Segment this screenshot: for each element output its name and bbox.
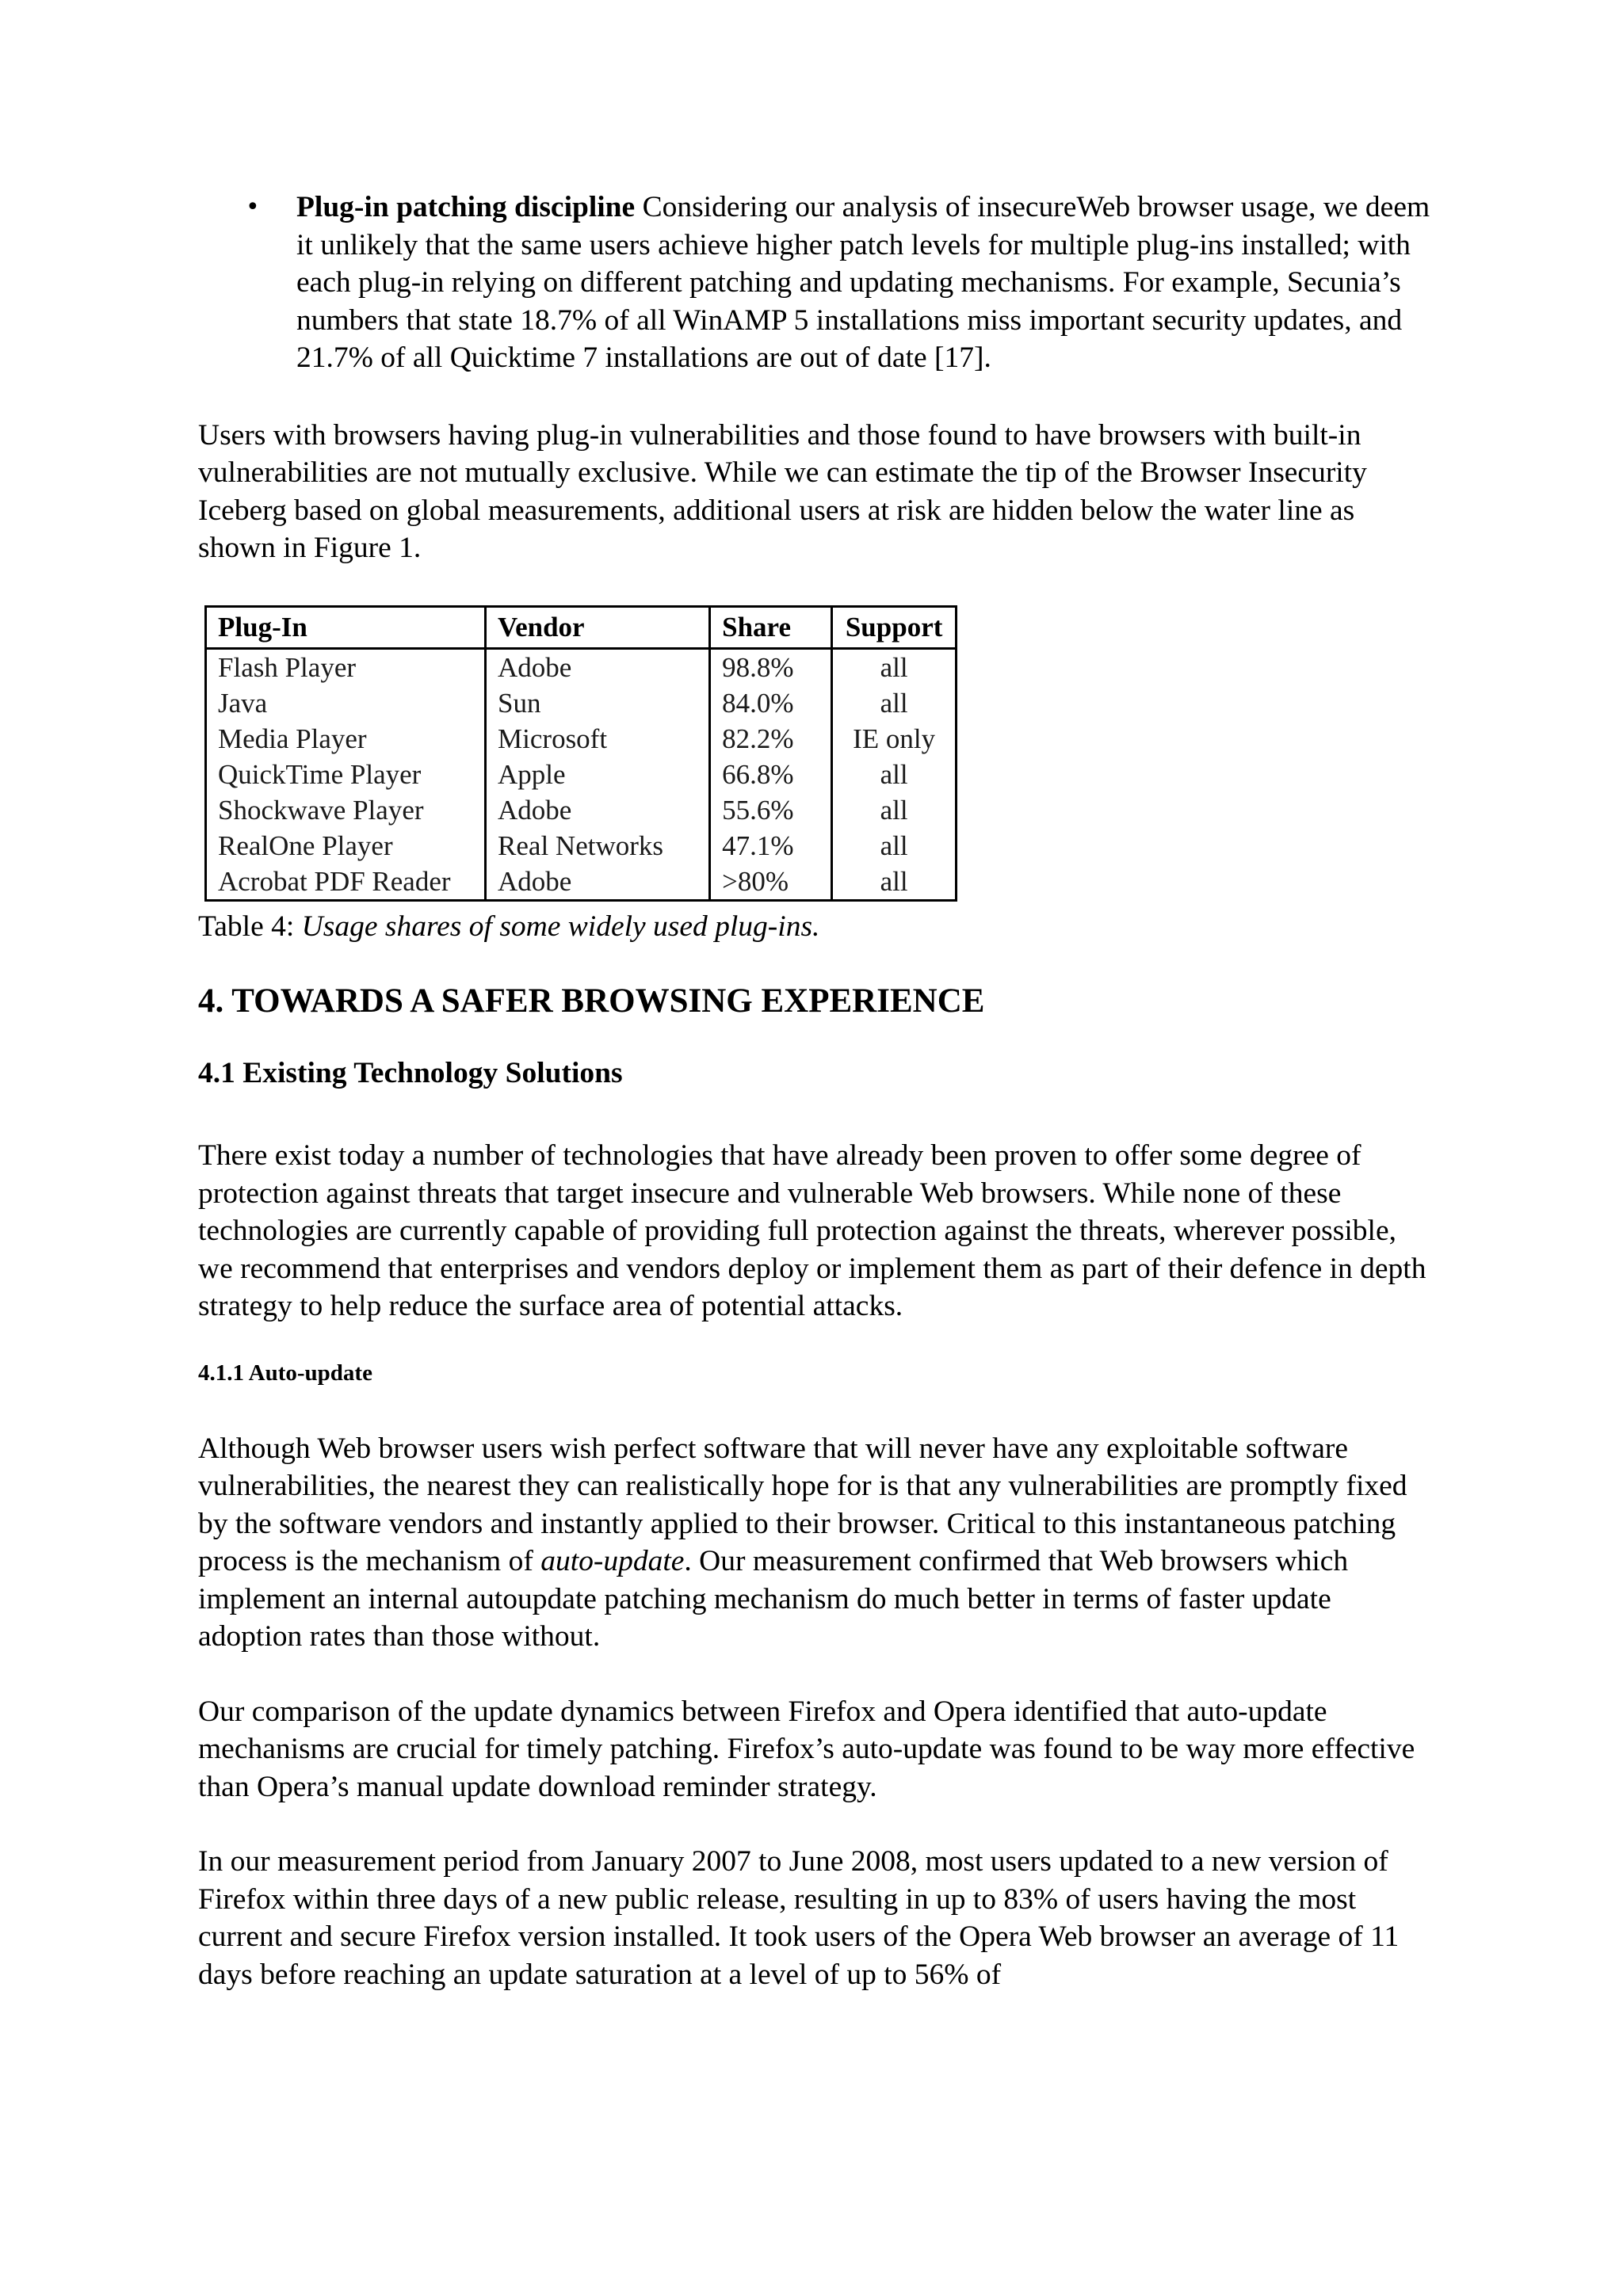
table-caption-text: Usage shares of some widely used plug-ins. (301, 910, 820, 943)
subsubsection-heading-4-1-1: 4.1.1 Auto-update (198, 1360, 372, 1386)
cell-support: all (880, 687, 908, 719)
cell-share: 84.0% (710, 685, 832, 721)
bullet-item-plugin-patching (198, 189, 1434, 377)
bullet-dot-icon: • (246, 193, 260, 221)
cell-plugin: RealOne Player (206, 828, 486, 864)
cell-support: all (880, 651, 908, 683)
cell-plugin: Java (206, 685, 486, 721)
bullet-text: Considering our analysis of insecureWeb browser usage, we deem it unlikely that the same users achieve higher patch levels for multiple plug-ins installed; with each plug-in relying on different patching and updating mechanisms. For example, Secunia’s numbers that state 18.7% of all WinAMP 5 installations miss important security updates, and 21.7% of all Quicktime 7 installations are out of date [17]. (296, 191, 1430, 374)
paragraph-measurement-period: In our measurement period from January 2007 to June 2008, most users updated to a new version of Firefox within three days of a new public release, resulting in up to 83% of users having the most current and secure Firefox version installed. It took users of the Opera Web browser an average of 11 days before reaching an update saturation at a level of up to 56% of (198, 1845, 1400, 1991)
auto-update-text-b: . Our measurement confirmed that Web browsers which implement an internal autoupdate patching mechanism do much better in terms of faster update adoption rates than those without. (198, 1545, 1349, 1653)
bullet-list (198, 189, 1434, 377)
cell-support: all (880, 758, 908, 790)
table-row (206, 648, 957, 685)
table-row (206, 828, 957, 864)
cell-support: IE only (853, 723, 936, 754)
bullet-title: Plug-in patching discipline (296, 191, 636, 223)
table-row (206, 864, 957, 901)
section-heading-4: 4. TOWARDS A SAFER BROWSING EXPERIENCE (198, 982, 985, 1020)
cell-support: all (880, 794, 908, 826)
paragraph-auto-update (198, 1430, 1434, 1656)
header-support: Support (832, 606, 957, 648)
paragraph-iceberg: Users with browsers having plug-in vulnerabilities and those found to have browsers with built-in vulnerabilities are not mutually exclusive. While we can estimate the tip of the Browser Insecurity Iceberg based on global measurements, additional users at risk are hidden below the water line as shown in Figure 1. (198, 418, 1367, 564)
table-row (206, 792, 957, 828)
cell-vendor: Adobe (486, 864, 710, 901)
subsection-heading-4-1: 4.1 Existing Technology Solutions (198, 1057, 623, 1089)
table-row (206, 757, 957, 792)
cell-share: 82.2% (710, 721, 832, 757)
cell-share: >80% (710, 864, 832, 901)
cell-support: all (880, 830, 908, 861)
cell-plugin: Media Player (206, 721, 486, 757)
cell-vendor: Adobe (486, 792, 710, 828)
auto-update-text-a: Although Web browser users wish perfect software that will never have any exploitable software vulnerabilities, the nearest they can realistically hope for is that any vulnerabilities are promptly fixed by the software vendors and instantly applied to their browser. Critical to this instantaneous patching process is the mechanism of (198, 1432, 1407, 1577)
table-row (206, 685, 957, 721)
auto-update-emphasis: auto-update (540, 1545, 685, 1577)
header-vendor: Vendor (486, 606, 710, 648)
plugin-table-wrapper (204, 605, 957, 902)
table-caption (198, 908, 1434, 946)
cell-vendor: Apple (486, 757, 710, 792)
cell-vendor: Real Networks (486, 828, 710, 864)
cell-share: 66.8% (710, 757, 832, 792)
paragraph-firefox-opera-comparison: Our comparison of the update dynamics between Firefox and Opera identified that auto-update mechanisms are crucial for timely patching. Firefox’s auto-update was found to be way more effective than Opera’s manual update download reminder strategy. (198, 1695, 1415, 1803)
table-caption-label: Table 4: (198, 910, 302, 943)
cell-share: 55.6% (710, 792, 832, 828)
page-content (198, 189, 1434, 1993)
cell-share: 47.1% (710, 828, 832, 864)
cell-plugin: Acrobat PDF Reader (206, 864, 486, 901)
cell-plugin: Flash Player (206, 648, 486, 685)
cell-vendor: Adobe (486, 648, 710, 685)
cell-share: 98.8% (710, 648, 832, 685)
cell-plugin: QuickTime Player (206, 757, 486, 792)
header-plugin: Plug-In (206, 606, 486, 648)
plugin-usage-table (204, 605, 957, 902)
cell-support: all (880, 865, 908, 897)
cell-plugin: Shockwave Player (206, 792, 486, 828)
header-share: Share (710, 606, 832, 648)
table-row (206, 721, 957, 757)
cell-vendor: Microsoft (486, 721, 710, 757)
table-header-row (206, 606, 957, 648)
cell-vendor: Sun (486, 685, 710, 721)
paragraph-existing-technologies: There exist today a number of technologies that have already been proven to offer some degree of protection against threats that target insecure and vulnerable Web browsers. While none of these technologies are currently capable of providing full protection against the threats, wherever possible, we recommend that enterprises and vendors deploy or implement them as part of their defence in depth strategy to help reduce the surface area of potential attacks. (198, 1139, 1426, 1322)
